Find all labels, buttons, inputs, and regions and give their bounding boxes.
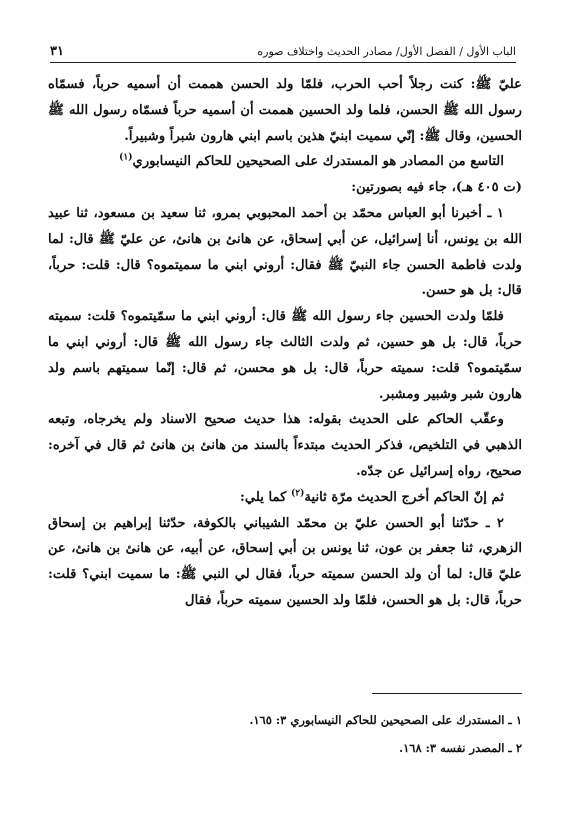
paragraph-6-continuation: كما يلي: xyxy=(240,489,292,505)
paragraph-3: ١ ـ أخبرنا أبو العباس محمّد بن أحمد المحبوبي بمرو، ثنا سعيد بن مسعود، ثنا عبيد الله بن يونس، أنا إسرائيل، عن أبي إسحاق، عن هانئ بن هانئ، عن عليّ ﷺ قال: لما ولدت فاطمة الحسن جاء النبيّ ﷺ فقال: أروني ابني ما سميتموه؟ قال: قلت: حرباً، قال: بل هو حسن. xyxy=(48,205,522,299)
running-header xyxy=(50,40,516,63)
paragraph-6 xyxy=(48,485,522,511)
footnotes xyxy=(48,706,522,762)
paragraph-2-continuation: (ت ٤٠٥ هـ)، جاء فيه بصورتين: xyxy=(351,180,522,196)
main-text xyxy=(48,72,522,614)
footnote-1: ١ ـ المستدرك على الصحيحين للحاكم النيسابوري ٣: ١٦٥. xyxy=(249,713,522,727)
paragraph-1: عليّ ﷺ: كنت رجلاً أحب الحرب، فلمّا ولد الحسن هممت أن أسميه حرباً، فسمّاه رسول الله ﷺ الحسن، فلما ولد الحسين هممت أن أسميه حرباً فسمّاه رسول الله ﷺ الحسين، وقال ﷺ: إنّي سميت ابنيّ هذين باسم ابني هارون شبراً وشبيراً. xyxy=(48,77,522,144)
page-number: ٣١ xyxy=(50,43,64,59)
paragraph-6-text: ثم إنّ الحاكم أخرج الحديث مرّة ثانية xyxy=(304,489,504,505)
paragraph-2 xyxy=(48,149,522,201)
footnote-ref-2[interactable]: (٢) xyxy=(291,488,305,499)
paragraph-2-text: التاسع من المصادر هو المستدرك على الصحيحين للحاكم النيسابوري xyxy=(132,154,504,170)
footnote-divider xyxy=(372,693,522,694)
footnote-ref-1[interactable]: (١) xyxy=(119,153,133,163)
running-title: الباب الأول / الفصل الأول/ مصادر الحديث واختلاف صوره xyxy=(257,44,516,58)
paragraph-7: ٢ ـ حدّثنا أبو الحسن عليّ بن محمّد الشيباني بالكوفة، حدّثنا إبراهيم بن إسحاق الزهري، ثنا جعفر بن عون، ثنا يونس بن أبي إسحاق، عن أبيه، عن هانئ بن هانئ، عن عليّ قال: لما أن ولد الحسن سميته حرباً، فقال لي النبي ﷺ: ما سميت ابني؟ قلت: حرباً، قال: بل هو الحسن، فلمّا ولد الحسين سميته حرباً، فقال xyxy=(48,515,522,608)
paragraph-4: فلمّا ولدت الحسين جاء رسول الله ﷺ قال: أروني ابني ما سمّيتموه؟ قلت: سميته حرباً، قال: بل هو حسين، ثم ولدت الثالث جاء رسول الله ﷺ قال: أروني ابني ما سمّيتموه؟ قلت: سميته حرباً، قال: بل هو محسن، ثم قال: إنّما سميتهم باسم ولد هارون شبر وشبير ومشبر. xyxy=(48,309,522,402)
paragraph-5: وعقّب الحاكم على الحديث بقوله: هذا حديث صحيح الاسناد ولم يخرجاه، وتبعه الذهبي في التلخيص، فذكر الحديث مبتدءاً بالسند من هانئ بن هانئ ثم قال في آخره: صحيح، رواه إسرائيل عن جدّه. xyxy=(48,412,522,479)
footnote-2: ٢ ـ المصدر نفسه ٣: ١٦٨. xyxy=(399,741,522,755)
